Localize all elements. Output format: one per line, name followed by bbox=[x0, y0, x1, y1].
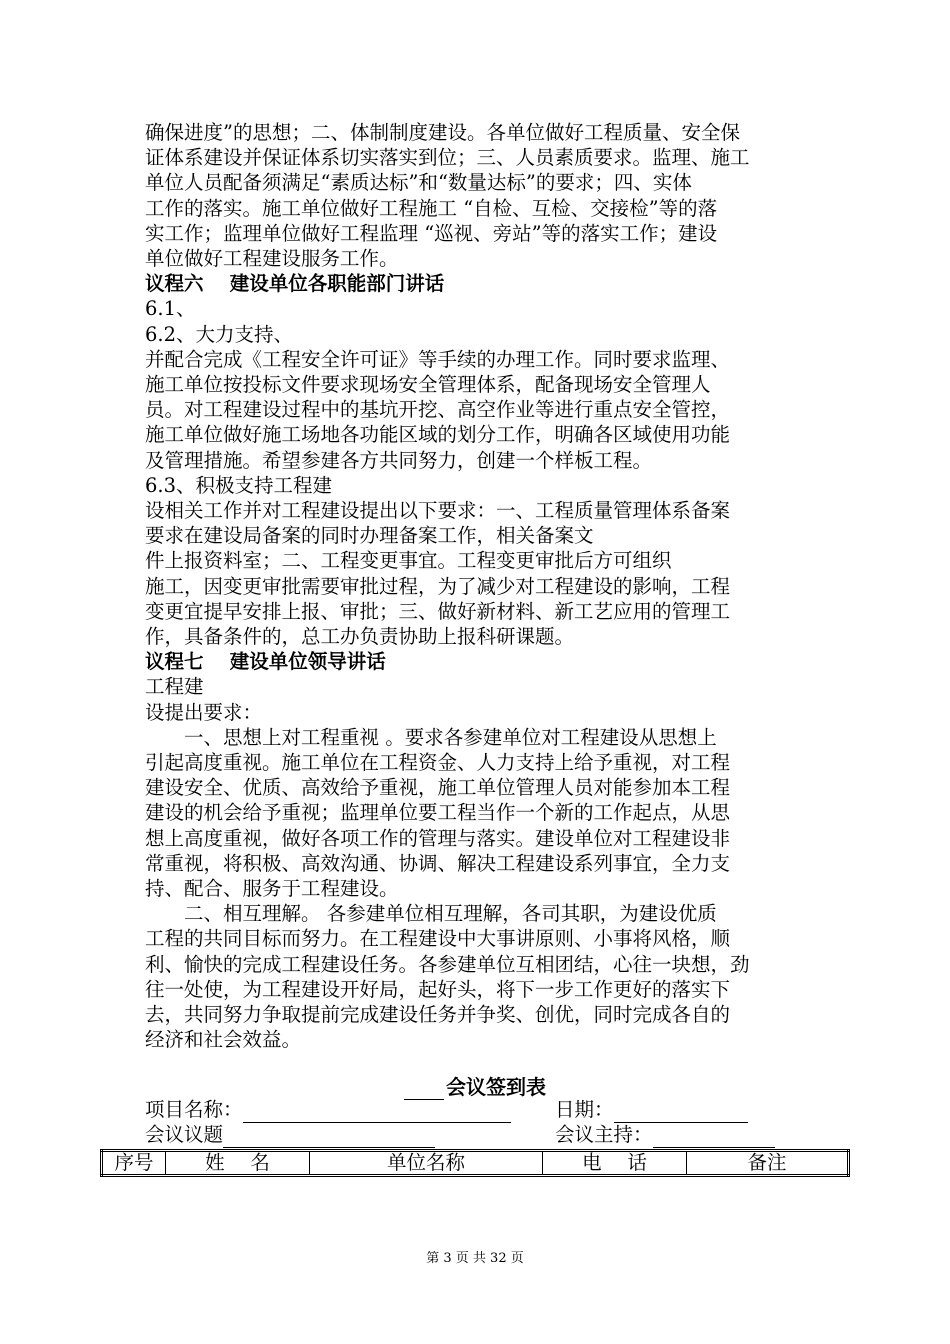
col-index-header: 序号 bbox=[102, 1151, 166, 1176]
body-text-line: 施工单位做好施工场地各功能区域的划分工作，明确各区域使用功能 bbox=[145, 423, 731, 447]
sign-form-title bbox=[0, 1071, 950, 1100]
body-text-line: 实工作；监理单位做好工程监理 “巡视、旁站”等的落实工作；建设 bbox=[145, 221, 718, 245]
body-text-line: 并配合完成《工程安全许可证》等手续的办理工作。同时要求监理、 bbox=[145, 347, 731, 371]
body-text-line: 变更宜提早安排上报、审批；三、做好新材料、新工艺应用的管理工 bbox=[145, 599, 731, 623]
section-heading: 议程六 建设单位各职能部门讲话 bbox=[145, 272, 445, 296]
host-row bbox=[555, 1122, 775, 1148]
body-text-line: 建设安全、优质、高效给予重视，施工单位管理人员对能参加本工程 bbox=[145, 776, 731, 800]
body-text-line: 作，具备条件的，总工办负责协助上报科研课题。 bbox=[145, 625, 575, 648]
body-text-line: 常重视，将积极、高效沟通、协调、解决工程建设系列事宜，全力支 bbox=[145, 851, 731, 875]
col-remark-header: 备注 bbox=[687, 1151, 849, 1176]
body-text-line: 单位做好工程建设服务工作。 bbox=[145, 247, 399, 270]
body-text-line: 员。对工程建设过程中的基坑开挖、高空作业等进行重点安全管控， bbox=[145, 398, 731, 422]
body-text-line: 施工单位按投标文件要求现场安全管理体系，配备现场安全管理人 bbox=[145, 373, 711, 396]
date-label: 日期： bbox=[555, 1098, 614, 1121]
project-name-label: 项目名称： bbox=[145, 1098, 243, 1121]
body-text-line: 6.2、大力支持、 bbox=[145, 322, 294, 346]
body-text-line: 经济和社会效益。 bbox=[145, 1028, 302, 1052]
sign-in-table bbox=[100, 1149, 850, 1177]
date-row bbox=[555, 1097, 748, 1123]
topic-label: 会议议题 bbox=[145, 1123, 224, 1146]
body-text-line: 工作的落实。施工单位做好工程施工 “自检、互检、交接检”等的落 bbox=[145, 196, 718, 220]
body-text-line: 证体系建设并保证体系切实落实到位；三、人员素质要求。监理、施工 bbox=[145, 146, 750, 170]
table-header-row bbox=[102, 1151, 849, 1176]
body-text-line: 单位人员配备须满足“素质达标”和“数量达标”的要求；四、实体 bbox=[145, 171, 692, 195]
body-text-line: 持、配合、服务于工程建设。 bbox=[145, 877, 399, 900]
body-text-line: 工程建 bbox=[145, 675, 204, 699]
body-text-line: 6.3、积极支持工程建 bbox=[145, 473, 333, 497]
date-field[interactable] bbox=[614, 1100, 748, 1123]
page-footer: 第 3 页 共 32 页 bbox=[426, 1251, 524, 1266]
body-text-line: 确保进度”的思想；二、体制制度建设。各单位做好工程质量、安全保 bbox=[145, 121, 740, 144]
host-field[interactable] bbox=[653, 1125, 775, 1148]
section-heading: 议程七 建设单位领导讲话 bbox=[145, 650, 386, 674]
body-text-line: 引起高度重视。施工单位在工程资金、人力支持上给予重视，对工程 bbox=[145, 751, 731, 774]
body-text-line: 设提出要求： bbox=[145, 700, 263, 724]
body-text-line: 件上报资料室；二、工程变更事宜。工程变更审批后方可组织 bbox=[145, 549, 672, 573]
body-text-line: 工程的共同目标而努力。在工程建设中大事讲原则、小事将风格，顺 bbox=[145, 927, 731, 951]
col-name-header: 姓 名 bbox=[166, 1151, 310, 1176]
body-text-line: 往一处使，为工程建设开好局，起好头，将下一步工作更好的落实下 bbox=[145, 977, 731, 1001]
body-text-line: 建设的机会给予重视；监理单位要工程当作一个新的工作起点，从思 bbox=[145, 801, 731, 825]
body-text-line: 设相关工作并对工程建设提出以下要求：一、工程质量管理体系备案 bbox=[145, 499, 731, 522]
body-text-line: 一、思想上对工程重视 。要求各参建单位对工程建设从思想上 bbox=[145, 725, 717, 749]
host-label: 会议主持： bbox=[555, 1123, 653, 1146]
topic-field[interactable] bbox=[223, 1125, 435, 1148]
body-text-line: 要求在建设局备案的同时办理备案工作，相关备案文 bbox=[145, 524, 594, 548]
body-text-line: 利、愉快的完成工程建设任务。各参建单位互相团结，心往一块想，劲 bbox=[145, 952, 750, 976]
body-text-line: 6.1、 bbox=[145, 297, 196, 321]
body-text-line: 施工，因变更审批需要审批过程，为了减少对工程建设的影响，工程 bbox=[145, 574, 731, 598]
body-text-line: 及管理措施。希望参建各方共同努力，创建一个样板工程。 bbox=[145, 448, 653, 472]
topic-row bbox=[145, 1122, 435, 1148]
body-text-line: 去，共同努力争取提前完成建设任务并争奖、创优，同时完成各自的 bbox=[145, 1003, 731, 1026]
col-unit-header: 单位名称 bbox=[310, 1151, 543, 1176]
col-phone-header: 电 话 bbox=[543, 1151, 687, 1176]
project-name-field[interactable] bbox=[243, 1100, 511, 1123]
project-name-row bbox=[145, 1097, 511, 1123]
body-text-line: 二、相互理解。 各参建单位相互理解，各司其职，为建设优质 bbox=[145, 902, 717, 926]
sign-form-title-text: 会议签到表 bbox=[446, 1075, 546, 1099]
body-text-line: 想上高度重视，做好各项工作的管理与落实。建设单位对工程建设非 bbox=[145, 826, 731, 850]
